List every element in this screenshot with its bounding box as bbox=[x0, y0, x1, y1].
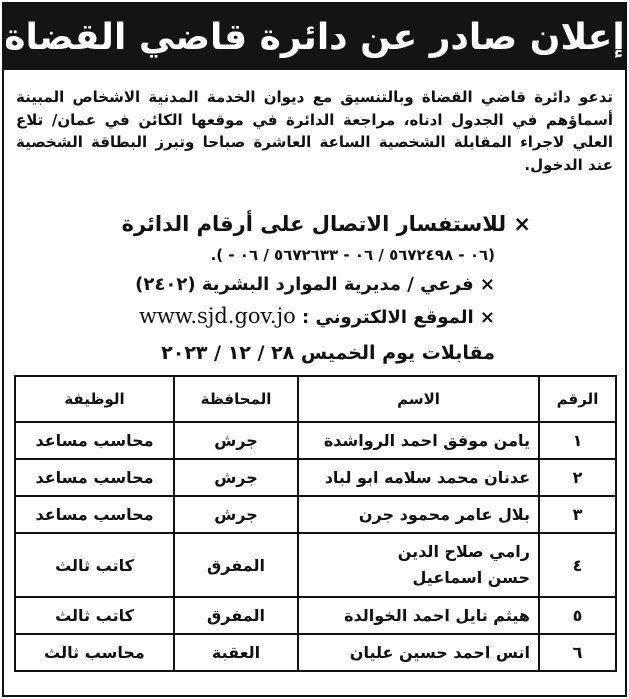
cell-name: انس احمد حسين عليان bbox=[298, 634, 539, 671]
cell-job: محاسب مساعد bbox=[15, 422, 174, 459]
website-link[interactable]: www.sjd.gov.jo bbox=[138, 304, 296, 328]
cell-num: ٦ bbox=[539, 634, 616, 671]
cell-governorate: المفرق bbox=[174, 533, 298, 597]
cell-num: ١ bbox=[539, 422, 616, 459]
interview-date: مقابلات يوم الخميس ٢٨ / ١٢ / ٢٠٢٣ bbox=[161, 342, 495, 364]
cell-num: ٥ bbox=[539, 597, 616, 634]
cell-governorate: جرش bbox=[174, 496, 298, 533]
cell-name: هيثم نايل احمد الخوالدة bbox=[298, 597, 539, 634]
name-line-1: رامي صلاح الدين bbox=[397, 542, 530, 561]
table-row bbox=[15, 496, 616, 533]
header-num: الرقم bbox=[539, 376, 616, 422]
table-row bbox=[15, 597, 616, 634]
cell-name: عدنان محمد سلامه ابو لباد bbox=[298, 459, 539, 496]
cell-name: يامن موفق احمد الرواشدة bbox=[298, 422, 539, 459]
cell-name bbox=[298, 533, 539, 597]
cell-governorate: المفرق bbox=[174, 597, 298, 634]
table-row bbox=[15, 634, 616, 671]
name-line-2: حسن اسماعيل bbox=[412, 568, 530, 587]
announcement-frame bbox=[2, 2, 627, 697]
cell-job: كاتب ثالث bbox=[15, 533, 174, 597]
header-name: الاسم bbox=[298, 376, 539, 422]
cell-job: محاسب مساعد bbox=[15, 459, 174, 496]
announcement-title: إعلان صادر عن دائرة قاضي القضاة bbox=[4, 4, 625, 70]
cell-num: ٤ bbox=[539, 533, 616, 597]
cell-governorate: جرش bbox=[174, 422, 298, 459]
cell-job: محاسب مساعد bbox=[15, 496, 174, 533]
website-label: × الموقع الالكتروني : bbox=[302, 307, 495, 328]
cell-num: ٢ bbox=[539, 459, 616, 496]
cell-job: كاتب ثالث bbox=[15, 597, 174, 634]
cell-job: محاسب ثالث bbox=[15, 634, 174, 671]
cell-name: بلال عامر محمود جرن bbox=[298, 496, 539, 533]
table-row bbox=[15, 533, 616, 597]
candidates-table bbox=[14, 375, 617, 672]
table-header-row bbox=[15, 376, 616, 422]
header-job: الوظيفة bbox=[15, 376, 174, 422]
contact-heading: × للاستفسار الاتصال على أرقام الدائرة bbox=[121, 212, 531, 236]
cell-governorate: جرش bbox=[174, 459, 298, 496]
table-row bbox=[15, 422, 616, 459]
cell-num: ٣ bbox=[539, 496, 616, 533]
branch-extension: × فرعي / مديرية الموارد البشرية (٢٤٠٢) bbox=[135, 274, 495, 295]
cell-governorate: العقبة bbox=[174, 634, 298, 671]
table-row bbox=[15, 459, 616, 496]
phone-numbers: (٠٦ - ٥٦٧٢٤٩٨ / ٠٦ - ٥٦٧٢٦٣٣ / ٠٦ - ). bbox=[210, 246, 495, 264]
website-line bbox=[139, 304, 495, 328]
header-governorate: المحافظة bbox=[174, 376, 298, 422]
intro-paragraph: تدعو دائرة قاضي القضاة وبالتنسيق مع ديوان الخدمة المدنية الاشخاص المبينة أسماؤهم في الجدول ادناه، مراجعة الدائرة في موقعها الكائن في عمان/ تلاع العلي لاجراء المقابلة الشخصية الساعة العاشرة صباحا وتبرز البطاقة الشخصية عند الدخول. bbox=[16, 88, 613, 174]
